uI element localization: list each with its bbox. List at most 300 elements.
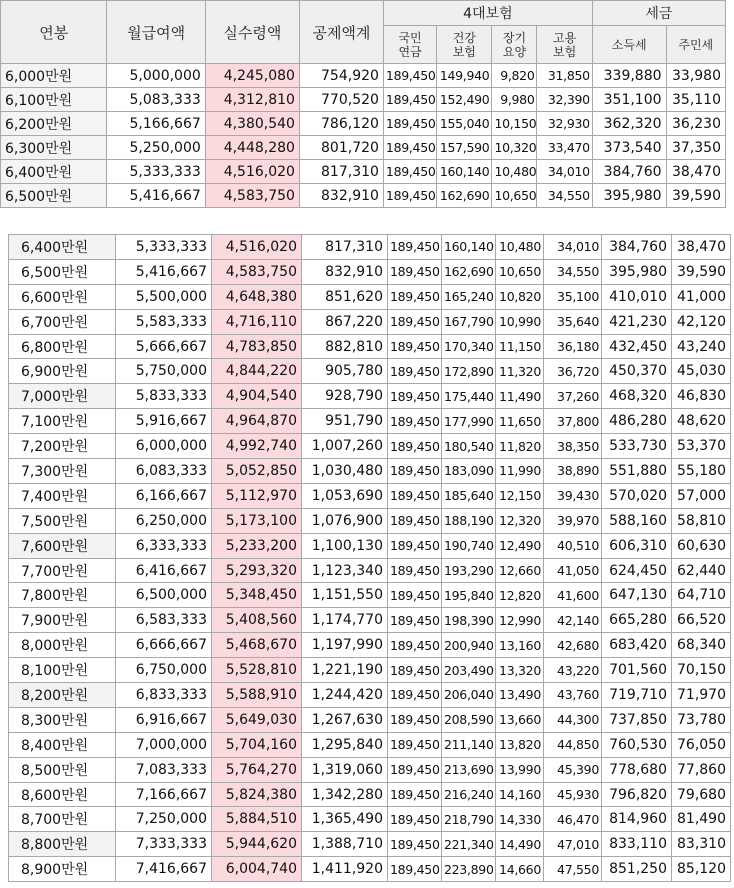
cell-annual-salary: 6,100만원 (1, 88, 107, 112)
cell-national-pension: 189,450 (388, 334, 442, 359)
table-row (1, 160, 726, 184)
cell-national-pension: 189,450 (388, 683, 442, 708)
cell-deduction-total: 851,620 (302, 284, 388, 309)
table-row (9, 284, 731, 309)
cell-income-tax: 384,760 (592, 160, 666, 184)
table-row (1, 88, 726, 112)
cell-deduction-total: 867,220 (302, 309, 388, 334)
cell-monthly-pay: 5,750,000 (116, 359, 212, 384)
cell-national-pension: 189,450 (383, 64, 436, 88)
cell-long-term-care: 12,820 (496, 583, 544, 608)
cell-annual-salary: 8,700만원 (9, 807, 116, 832)
cell-net-pay: 6,004,740 (212, 857, 302, 882)
cell-monthly-pay: 6,833,333 (116, 683, 212, 708)
cell-health-insurance: 190,740 (442, 533, 496, 558)
cell-annual-salary: 8,000만원 (9, 633, 116, 658)
cell-net-pay: 4,583,750 (212, 259, 302, 284)
cell-income-tax: 410,010 (602, 284, 672, 309)
cell-employment-insurance: 31,850 (537, 64, 592, 88)
cell-health-insurance: 180,540 (442, 434, 496, 459)
cell-income-tax: 362,320 (592, 112, 666, 136)
cell-resident-tax: 79,680 (672, 782, 731, 807)
cell-deduction-total: 1,053,690 (302, 483, 388, 508)
cell-monthly-pay: 5,333,333 (107, 160, 205, 184)
cell-national-pension: 189,450 (388, 284, 442, 309)
cell-health-insurance: 216,240 (442, 782, 496, 807)
cell-health-insurance: 206,040 (442, 683, 496, 708)
cell-national-pension: 189,450 (388, 384, 442, 409)
cell-national-pension: 189,450 (388, 583, 442, 608)
header-insurance-group: 4대보험 (383, 1, 592, 26)
cell-employment-insurance: 41,050 (544, 558, 602, 583)
cell-monthly-pay: 6,750,000 (116, 658, 212, 683)
cell-resident-tax: 60,630 (672, 533, 731, 558)
cell-resident-tax: 39,590 (666, 184, 725, 208)
cell-employment-insurance: 33,470 (537, 136, 592, 160)
cell-deduction-total: 1,342,280 (302, 782, 388, 807)
cell-health-insurance: 203,490 (442, 658, 496, 683)
cell-national-pension: 189,450 (388, 309, 442, 334)
cell-net-pay: 5,112,970 (212, 483, 302, 508)
cell-income-tax: 450,370 (602, 359, 672, 384)
cell-national-pension: 189,450 (388, 459, 442, 484)
cell-income-tax: 665,280 (602, 608, 672, 633)
cell-income-tax: 570,020 (602, 483, 672, 508)
cell-annual-salary: 8,900만원 (9, 857, 116, 882)
cell-employment-insurance: 44,300 (544, 707, 602, 732)
cell-deduction-total: 928,790 (302, 384, 388, 409)
cell-national-pension: 189,450 (383, 112, 436, 136)
table-row (9, 707, 731, 732)
cell-monthly-pay: 7,083,333 (116, 757, 212, 782)
table-row (1, 64, 726, 88)
cell-national-pension: 189,450 (388, 259, 442, 284)
cell-resident-tax: 66,520 (672, 608, 731, 633)
cell-long-term-care: 10,820 (496, 284, 544, 309)
cell-income-tax: 833,110 (602, 832, 672, 857)
cell-health-insurance: 170,340 (442, 334, 496, 359)
cell-annual-salary: 7,300만원 (9, 459, 116, 484)
table-row (9, 384, 731, 409)
cell-net-pay: 4,516,020 (205, 160, 299, 184)
cell-national-pension: 189,450 (388, 533, 442, 558)
cell-annual-salary: 6,300만원 (1, 136, 107, 160)
cell-health-insurance: 160,140 (437, 160, 492, 184)
cell-national-pension: 189,450 (388, 658, 442, 683)
cell-monthly-pay: 7,250,000 (116, 807, 212, 832)
cell-resident-tax: 41,000 (672, 284, 731, 309)
cell-health-insurance: 218,790 (442, 807, 496, 832)
cell-monthly-pay: 5,416,667 (116, 259, 212, 284)
cell-annual-salary: 6,800만원 (9, 334, 116, 359)
cell-resident-tax: 37,350 (666, 136, 725, 160)
table-row (9, 334, 731, 359)
cell-annual-salary: 7,600만원 (9, 533, 116, 558)
cell-long-term-care: 10,150 (492, 112, 537, 136)
cell-monthly-pay: 5,250,000 (107, 136, 205, 160)
cell-health-insurance: 175,440 (442, 384, 496, 409)
cell-resident-tax: 77,860 (672, 757, 731, 782)
cell-resident-tax: 85,120 (672, 857, 731, 882)
cell-employment-insurance: 34,010 (537, 160, 592, 184)
cell-income-tax: 760,530 (602, 732, 672, 757)
cell-health-insurance: 162,690 (437, 184, 492, 208)
cell-net-pay: 4,648,380 (212, 284, 302, 309)
cell-national-pension: 189,450 (388, 558, 442, 583)
cell-monthly-pay: 7,416,667 (116, 857, 212, 882)
cell-health-insurance: 211,140 (442, 732, 496, 757)
cell-net-pay: 5,824,380 (212, 782, 302, 807)
cell-monthly-pay: 5,500,000 (116, 284, 212, 309)
cell-long-term-care: 13,990 (496, 757, 544, 782)
table-row (9, 409, 731, 434)
cell-national-pension: 189,450 (388, 857, 442, 882)
cell-long-term-care: 12,490 (496, 533, 544, 558)
cell-employment-insurance: 34,550 (537, 184, 592, 208)
table-row (1, 112, 726, 136)
cell-long-term-care: 13,160 (496, 633, 544, 658)
cell-deduction-total: 1,197,990 (302, 633, 388, 658)
table-row (9, 259, 731, 284)
cell-net-pay: 4,964,870 (212, 409, 302, 434)
cell-health-insurance: 208,590 (442, 707, 496, 732)
cell-health-insurance: 165,240 (442, 284, 496, 309)
cell-employment-insurance: 36,720 (544, 359, 602, 384)
cell-monthly-pay: 7,166,667 (116, 782, 212, 807)
cell-long-term-care: 10,650 (496, 259, 544, 284)
cell-long-term-care: 11,490 (496, 384, 544, 409)
cell-monthly-pay: 6,333,333 (116, 533, 212, 558)
cell-resident-tax: 43,240 (672, 334, 731, 359)
cell-resident-tax: 36,230 (666, 112, 725, 136)
cell-deduction-total: 1,221,190 (302, 658, 388, 683)
table-row (9, 508, 731, 533)
cell-long-term-care: 14,160 (496, 782, 544, 807)
cell-employment-insurance: 39,430 (544, 483, 602, 508)
cell-net-pay: 4,380,540 (205, 112, 299, 136)
cell-deduction-total: 1,123,340 (302, 558, 388, 583)
cell-long-term-care: 10,990 (496, 309, 544, 334)
cell-resident-tax: 53,370 (672, 434, 731, 459)
table-row (9, 757, 731, 782)
cell-income-tax: 395,980 (602, 259, 672, 284)
cell-employment-insurance: 32,390 (537, 88, 592, 112)
cell-resident-tax: 55,180 (672, 459, 731, 484)
header-resident-tax: 주민세 (666, 26, 725, 64)
table-row (9, 235, 731, 260)
cell-net-pay: 4,516,020 (212, 235, 302, 260)
header-deduction-total: 공제액계 (299, 1, 383, 64)
cell-net-pay: 4,245,080 (205, 64, 299, 88)
cell-deduction-total: 754,920 (299, 64, 383, 88)
cell-health-insurance: 193,290 (442, 558, 496, 583)
cell-net-pay: 5,408,560 (212, 608, 302, 633)
cell-net-pay: 5,528,810 (212, 658, 302, 683)
cell-national-pension: 189,450 (388, 633, 442, 658)
cell-national-pension: 189,450 (388, 508, 442, 533)
cell-national-pension: 189,450 (383, 160, 436, 184)
table-row (9, 782, 731, 807)
cell-resident-tax: 70,150 (672, 658, 731, 683)
cell-deduction-total: 1,076,900 (302, 508, 388, 533)
top-table-body (1, 64, 726, 208)
cell-resident-tax: 73,780 (672, 707, 731, 732)
cell-deduction-total: 817,310 (299, 160, 383, 184)
cell-national-pension: 189,450 (383, 88, 436, 112)
cell-long-term-care: 14,660 (496, 857, 544, 882)
cell-health-insurance: 183,090 (442, 459, 496, 484)
cell-national-pension: 189,450 (388, 483, 442, 508)
cell-national-pension: 189,450 (388, 359, 442, 384)
cell-national-pension: 189,450 (383, 136, 436, 160)
cell-employment-insurance: 35,100 (544, 284, 602, 309)
cell-net-pay: 5,649,030 (212, 707, 302, 732)
cell-income-tax: 647,130 (602, 583, 672, 608)
table-row (9, 359, 731, 384)
table-row (9, 732, 731, 757)
cell-annual-salary: 6,000만원 (1, 64, 107, 88)
cell-employment-insurance: 39,970 (544, 508, 602, 533)
cell-long-term-care: 10,650 (492, 184, 537, 208)
cell-monthly-pay: 5,916,667 (116, 409, 212, 434)
cell-resident-tax: 57,000 (672, 483, 731, 508)
cell-deduction-total: 1,365,490 (302, 807, 388, 832)
table-row (9, 434, 731, 459)
cell-annual-salary: 7,700만원 (9, 558, 116, 583)
cell-net-pay: 4,448,280 (205, 136, 299, 160)
cell-resident-tax: 83,310 (672, 832, 731, 857)
cell-national-pension: 189,450 (388, 434, 442, 459)
table-row (9, 658, 731, 683)
cell-national-pension: 189,450 (388, 757, 442, 782)
table-row (1, 136, 726, 160)
cell-income-tax: 606,310 (602, 533, 672, 558)
cell-health-insurance: 185,640 (442, 483, 496, 508)
cell-employment-insurance: 43,220 (544, 658, 602, 683)
table-row (9, 633, 731, 658)
cell-annual-salary: 6,600만원 (9, 284, 116, 309)
cell-resident-tax: 35,110 (666, 88, 725, 112)
cell-monthly-pay: 5,083,333 (107, 88, 205, 112)
header-annual-salary: 연봉 (1, 1, 107, 64)
cell-employment-insurance: 32,930 (537, 112, 592, 136)
cell-health-insurance: 221,340 (442, 832, 496, 857)
cell-long-term-care: 9,980 (492, 88, 537, 112)
cell-employment-insurance: 45,390 (544, 757, 602, 782)
cell-monthly-pay: 6,500,000 (116, 583, 212, 608)
cell-national-pension: 189,450 (388, 732, 442, 757)
cell-deduction-total: 905,780 (302, 359, 388, 384)
cell-income-tax: 432,450 (602, 334, 672, 359)
cell-long-term-care: 11,150 (496, 334, 544, 359)
cell-national-pension: 189,450 (383, 184, 436, 208)
cell-net-pay: 4,992,740 (212, 434, 302, 459)
cell-long-term-care: 9,820 (492, 64, 537, 88)
cell-health-insurance: 177,990 (442, 409, 496, 434)
cell-monthly-pay: 5,833,333 (116, 384, 212, 409)
header-long-term-care: 장기 요양 (492, 26, 537, 64)
cell-annual-salary: 7,800만원 (9, 583, 116, 608)
cell-deduction-total: 770,520 (299, 88, 383, 112)
table-row (1, 184, 726, 208)
cell-health-insurance: 223,890 (442, 857, 496, 882)
cell-employment-insurance: 40,510 (544, 533, 602, 558)
cell-deduction-total: 801,720 (299, 136, 383, 160)
cell-monthly-pay: 6,916,667 (116, 707, 212, 732)
cell-health-insurance: 198,390 (442, 608, 496, 633)
cell-annual-salary: 6,500만원 (1, 184, 107, 208)
cell-annual-salary: 6,400만원 (9, 235, 116, 260)
cell-income-tax: 719,710 (602, 683, 672, 708)
cell-long-term-care: 10,320 (492, 136, 537, 160)
cell-deduction-total: 1,244,420 (302, 683, 388, 708)
bottom-table-body (9, 235, 731, 882)
cell-annual-salary: 8,600만원 (9, 782, 116, 807)
cell-income-tax: 421,230 (602, 309, 672, 334)
cell-employment-insurance: 46,470 (544, 807, 602, 832)
cell-net-pay: 4,844,220 (212, 359, 302, 384)
cell-monthly-pay: 7,333,333 (116, 832, 212, 857)
cell-long-term-care: 12,990 (496, 608, 544, 633)
cell-annual-salary: 8,300만원 (9, 707, 116, 732)
cell-national-pension: 189,450 (388, 807, 442, 832)
cell-national-pension: 189,450 (388, 235, 442, 260)
cell-long-term-care: 12,320 (496, 508, 544, 533)
header-employment-insurance: 고용 보험 (537, 26, 592, 64)
cell-health-insurance: 200,940 (442, 633, 496, 658)
cell-net-pay: 5,884,510 (212, 807, 302, 832)
cell-deduction-total: 1,319,060 (302, 757, 388, 782)
cell-deduction-total: 1,030,480 (302, 459, 388, 484)
cell-resident-tax: 62,440 (672, 558, 731, 583)
cell-net-pay: 4,312,810 (205, 88, 299, 112)
cell-deduction-total: 1,151,550 (302, 583, 388, 608)
cell-net-pay: 5,293,320 (212, 558, 302, 583)
cell-health-insurance: 188,190 (442, 508, 496, 533)
cell-income-tax: 395,980 (592, 184, 666, 208)
table-row (9, 832, 731, 857)
cell-employment-insurance: 47,550 (544, 857, 602, 882)
cell-monthly-pay: 6,000,000 (116, 434, 212, 459)
cell-deduction-total: 832,910 (299, 184, 383, 208)
cell-income-tax: 588,160 (602, 508, 672, 533)
cell-monthly-pay: 5,416,667 (107, 184, 205, 208)
cell-resident-tax: 42,120 (672, 309, 731, 334)
header-net-pay: 실수령액 (205, 1, 299, 64)
cell-employment-insurance: 35,640 (544, 309, 602, 334)
cell-health-insurance: 155,040 (437, 112, 492, 136)
cell-net-pay: 4,904,540 (212, 384, 302, 409)
cell-net-pay: 5,468,670 (212, 633, 302, 658)
table-row (9, 483, 731, 508)
cell-resident-tax: 71,970 (672, 683, 731, 708)
cell-employment-insurance: 44,850 (544, 732, 602, 757)
cell-annual-salary: 8,100만원 (9, 658, 116, 683)
cell-long-term-care: 10,480 (496, 235, 544, 260)
cell-monthly-pay: 7,000,000 (116, 732, 212, 757)
cell-resident-tax: 46,830 (672, 384, 731, 409)
cell-income-tax: 351,100 (592, 88, 666, 112)
cell-long-term-care: 14,330 (496, 807, 544, 832)
cell-health-insurance: 195,840 (442, 583, 496, 608)
cell-long-term-care: 11,990 (496, 459, 544, 484)
cell-employment-insurance: 47,010 (544, 832, 602, 857)
cell-resident-tax: 81,490 (672, 807, 731, 832)
cell-annual-salary: 8,200만원 (9, 683, 116, 708)
cell-long-term-care: 11,650 (496, 409, 544, 434)
header-monthly-pay: 월급여액 (107, 1, 205, 64)
cell-monthly-pay: 6,250,000 (116, 508, 212, 533)
cell-resident-tax: 39,590 (672, 259, 731, 284)
cell-deduction-total: 1,295,840 (302, 732, 388, 757)
cell-net-pay: 5,944,620 (212, 832, 302, 857)
cell-national-pension: 189,450 (388, 608, 442, 633)
cell-net-pay: 4,716,110 (212, 309, 302, 334)
cell-annual-salary: 8,400만원 (9, 732, 116, 757)
cell-long-term-care: 10,480 (492, 160, 537, 184)
cell-health-insurance: 162,690 (442, 259, 496, 284)
cell-annual-salary: 7,000만원 (9, 384, 116, 409)
cell-deduction-total: 786,120 (299, 112, 383, 136)
cell-income-tax: 533,730 (602, 434, 672, 459)
cell-monthly-pay: 6,666,667 (116, 633, 212, 658)
cell-monthly-pay: 6,083,333 (116, 459, 212, 484)
cell-net-pay: 4,783,850 (212, 334, 302, 359)
cell-national-pension: 189,450 (388, 782, 442, 807)
table-row (9, 533, 731, 558)
cell-income-tax: 796,820 (602, 782, 672, 807)
cell-annual-salary: 7,400만원 (9, 483, 116, 508)
cell-monthly-pay: 6,416,667 (116, 558, 212, 583)
cell-annual-salary: 7,100만원 (9, 409, 116, 434)
cell-income-tax: 468,320 (602, 384, 672, 409)
cell-income-tax: 624,450 (602, 558, 672, 583)
cell-net-pay: 5,052,850 (212, 459, 302, 484)
table-row (9, 558, 731, 583)
cell-employment-insurance: 43,760 (544, 683, 602, 708)
cell-employment-insurance: 36,180 (544, 334, 602, 359)
table-row (9, 309, 731, 334)
cell-deduction-total: 882,810 (302, 334, 388, 359)
cell-monthly-pay: 5,333,333 (116, 235, 212, 260)
cell-monthly-pay: 6,166,667 (116, 483, 212, 508)
cell-deduction-total: 817,310 (302, 235, 388, 260)
cell-employment-insurance: 37,260 (544, 384, 602, 409)
cell-employment-insurance: 37,800 (544, 409, 602, 434)
cell-employment-insurance: 38,890 (544, 459, 602, 484)
cell-income-tax: 814,960 (602, 807, 672, 832)
cell-monthly-pay: 5,666,667 (116, 334, 212, 359)
cell-resident-tax: 38,470 (672, 235, 731, 260)
table-row (9, 807, 731, 832)
cell-annual-salary: 7,500만원 (9, 508, 116, 533)
cell-net-pay: 5,233,200 (212, 533, 302, 558)
cell-resident-tax: 33,980 (666, 64, 725, 88)
cell-long-term-care: 12,660 (496, 558, 544, 583)
cell-resident-tax: 64,710 (672, 583, 731, 608)
cell-net-pay: 5,348,450 (212, 583, 302, 608)
cell-annual-salary: 6,700만원 (9, 309, 116, 334)
cell-resident-tax: 38,470 (666, 160, 725, 184)
cell-long-term-care: 13,820 (496, 732, 544, 757)
cell-health-insurance: 167,790 (442, 309, 496, 334)
cell-deduction-total: 1,100,130 (302, 533, 388, 558)
cell-employment-insurance: 41,600 (544, 583, 602, 608)
cell-employment-insurance: 42,680 (544, 633, 602, 658)
cell-national-pension: 189,450 (388, 707, 442, 732)
cell-monthly-pay: 6,583,333 (116, 608, 212, 633)
cell-resident-tax: 45,030 (672, 359, 731, 384)
